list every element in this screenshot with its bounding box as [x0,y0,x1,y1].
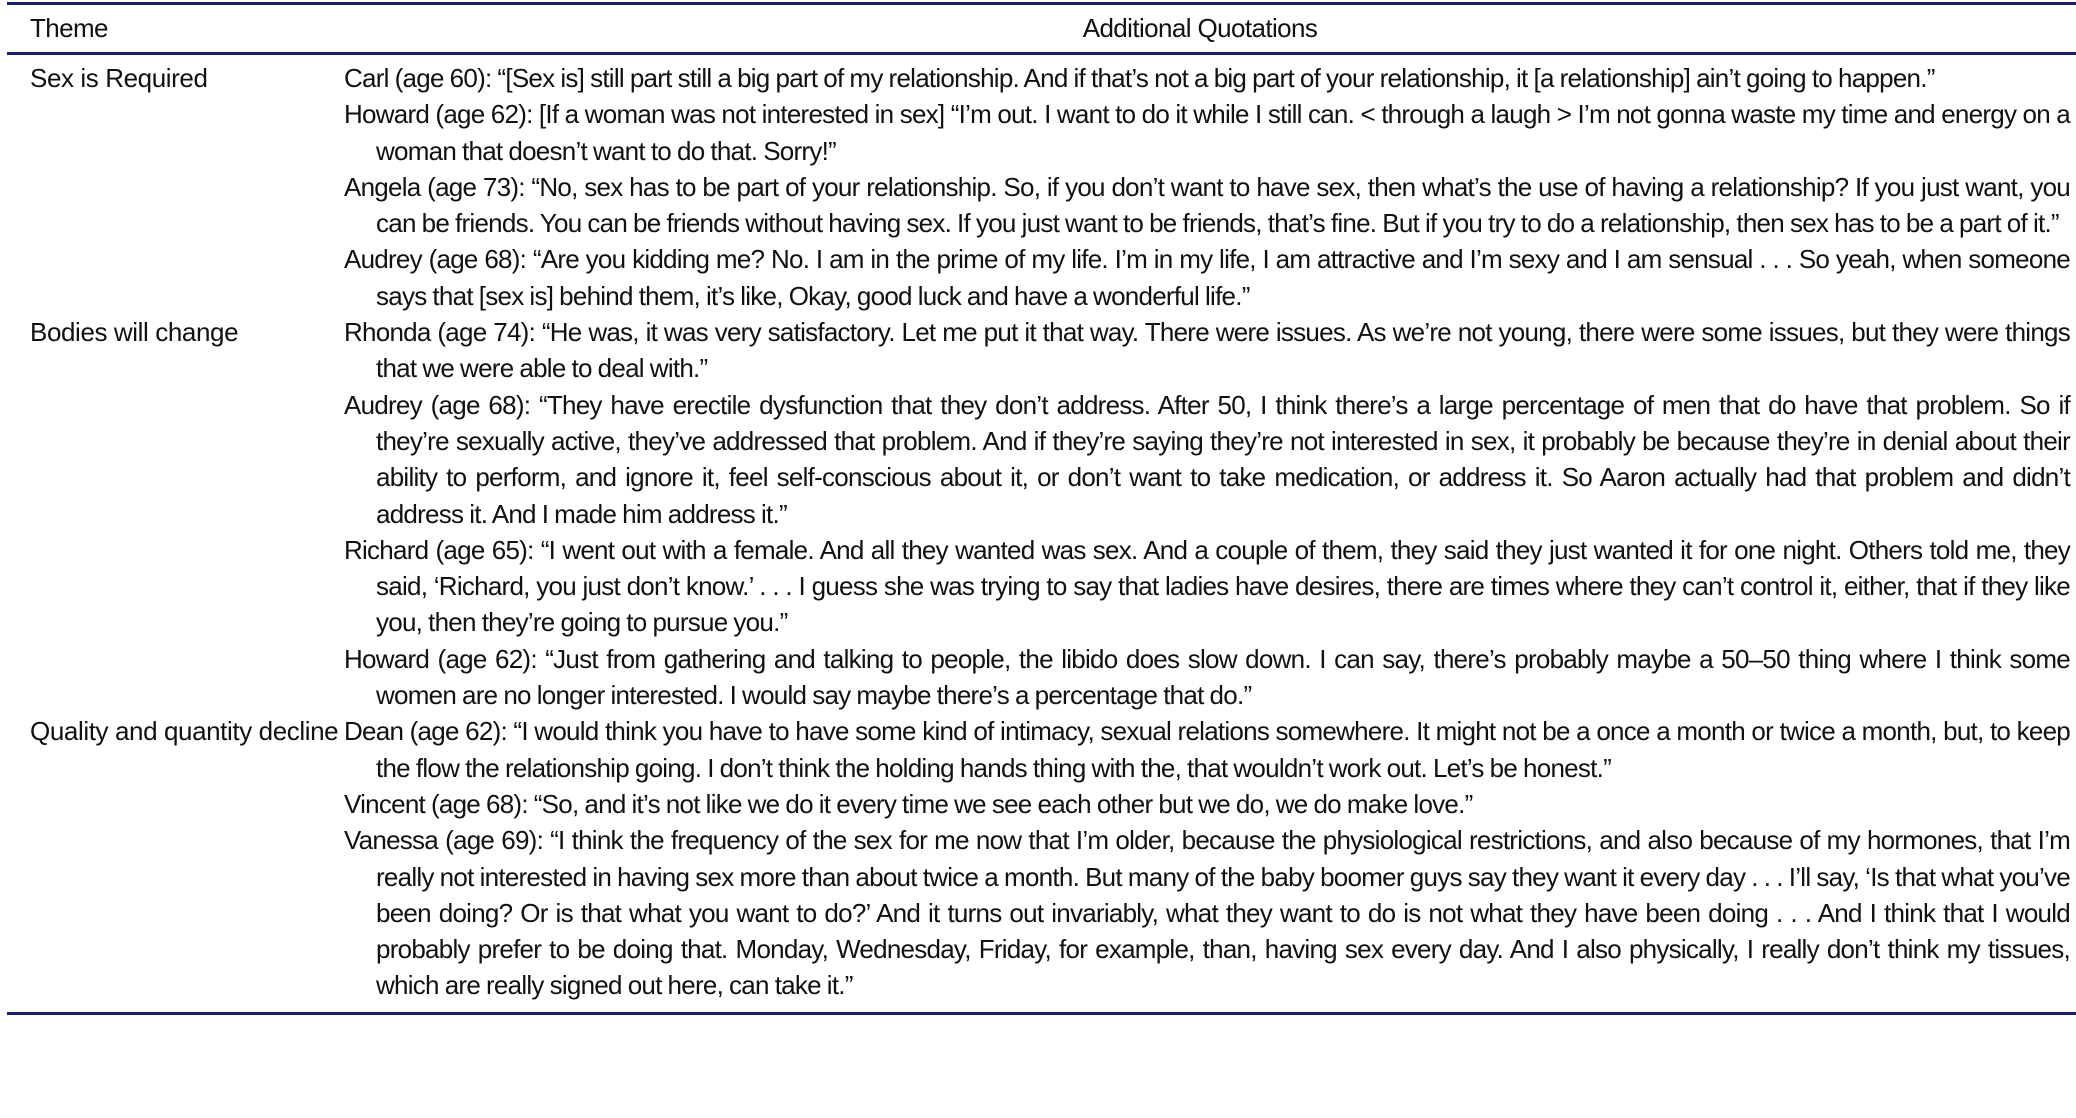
theme-cell [7,60,344,314]
table-row [7,713,2076,1003]
quote: Howard (age 62): [If a woman was not interested in sex] “I’m out. I want to do it while I still can. < through a laugh > I’m not gonna waste my time and energy on a woman that doesn’t want to do that. Sorry!” [344,99,2070,166]
table-row [7,314,2076,713]
quotations-table [7,2,2076,1015]
header-theme: Theme [30,13,108,43]
quote: Vincent (age 68): “So, and it’s not like we do it every time we see each other but we do, we do make love.” [344,788,1473,819]
quote: Carl (age 60): “[Sex is] still part still a big part of my relationship. And if that’s not a big part of your relationship, it [a relationship] ain’t going to happen.” [344,63,1935,93]
theme-cell [7,314,344,713]
quote: Howard (age 62): “Just from gathering and talking to people, the libido does slow down. I can say, there’s probably maybe a 50–50 thing where I think some women are no longer interested. I would say maybe there’s a percentage that do.” [344,643,2070,711]
quote: Vanessa (age 69): “I think the frequency of the sex for me now that I’m older, because the physiological restrictions, and also because of my hormones, that I’m really not interested in having sex more than about twice a month. But many of the baby boomer guys say they want it every day . . . I’ll say, ‘Is that what you’ve been doing? Or is that what you want to do?’ And it turns out invariably, what they want to do is not what they have been doing . . . And I think that I would probably prefer to be doing that. Monday, Wednesday, Friday, for example, than, having sex every day. And I also physically, I really don’t think my tissues, which are really signed out here, can take it.” [344,825,2070,1001]
table-body [7,55,2076,1012]
header-additional-quotations: Additional Quotations [1082,13,1318,43]
table-row [7,60,2076,314]
quotes-cell [344,314,2076,713]
quote: Dean (age 62): “I would think you have to have some kind of intimacy, sexual relations somewhere. It might not be a once a month or twice a month, but, to keep the flow the relationship going. I don’t think the holding hands thing with the, that wouldn’t work out. Let’s be honest.” [344,716,2070,783]
theme-cell [7,713,344,1003]
quote: Richard (age 65): “I went out with a female. And all they wanted was sex. And a couple of them, they said they just wanted it for one night. Others told me, they said, ‘Richard, you just don’t know.’ . . . I guess she was trying to say that ladies have desires, there are times where they can’t control it, either, that if they like you, then they’re going to pursue you.” [344,534,2070,638]
quotes-cell [344,713,2076,1003]
table-header-row [7,5,2076,52]
theme-label: Sex is Required [30,63,208,93]
quote: Rhonda (age 74): “He was, it was very satisfactory. Let me put it that way. There were issues. As we’re not young, there were some issues, but they were things that we were able to deal with.” [344,317,2070,384]
theme-label: Quality and quantity decline [30,716,339,747]
theme-label: Bodies will change [30,317,239,348]
quotes-cell [344,60,2076,314]
quote: Audrey (age 68): “They have erectile dysfunction that they don’t address. After 50, I think there’s a large percentage of men that do have that problem. So if they’re sexually active, they’ve addressed that problem. And if they’re saying they’re not interested in sex, it probably be because they’re in denial about their ability to perform, and ignore it, feel self-conscious about it, or don’t want to take medication, or address it. So Aaron actually had that problem and didn’t address it. And I made him address it.” [344,389,2070,529]
quote: Audrey (age 68): “Are you kidding me? No. I am in the prime of my life. I’m in my life, I am attractive and I’m sexy and I am sensual . . . So yeah, when someone says that [sex is] behind them, it’s like, Okay, good luck and have a wonderful life.” [344,244,2070,311]
table-bottom-rule [7,1012,2076,1015]
quote: Angela (age 73): “No, sex has to be part of your relationship. So, if you don’t want to have sex, then what’s the use of having a relationship? If you just want, you can be friends. You can be friends without having sex. If you just want to be friends, that’s fine. But if you try to do a relationship, then sex has to be a part of it.” [344,171,2070,239]
